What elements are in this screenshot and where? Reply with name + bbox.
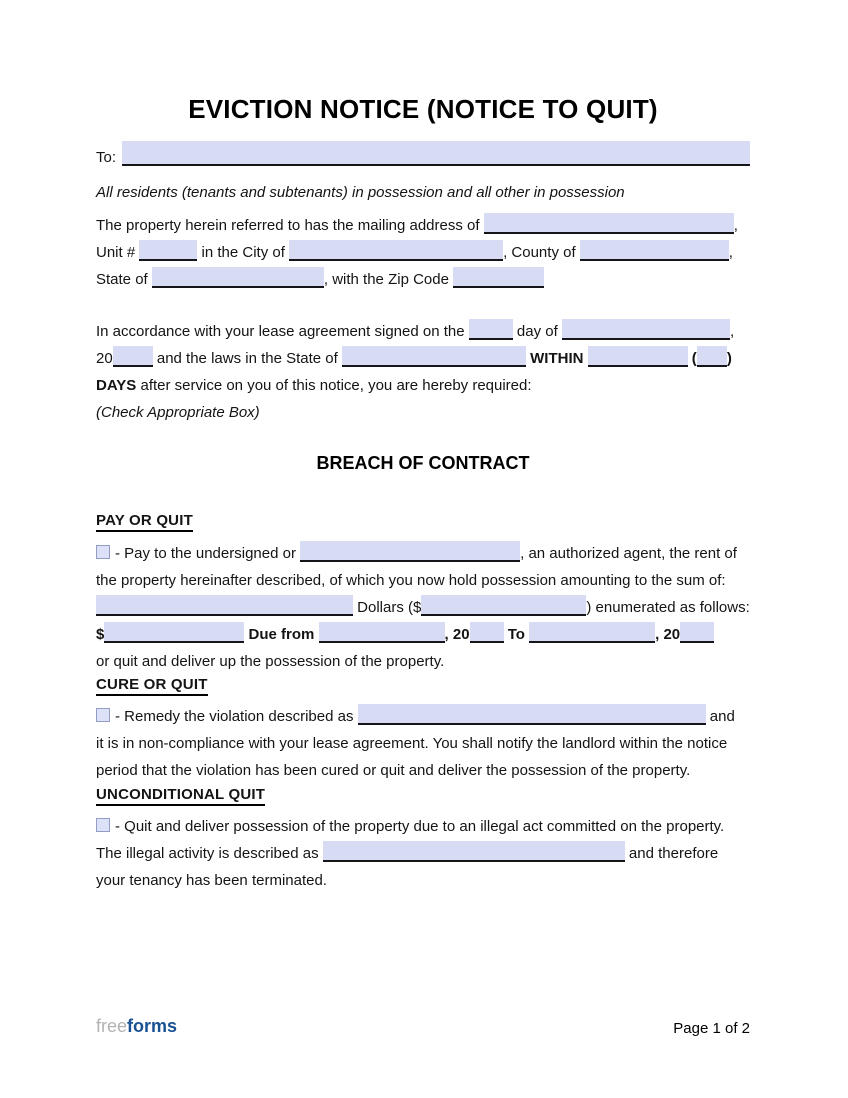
mailing-address-field[interactable] xyxy=(484,213,734,234)
uq-text: - Quit and deliver possession of the property due to an illegal act committed on the property. xyxy=(115,818,725,835)
unconditional-quit-section xyxy=(96,786,750,806)
tenants-note: All residents (tenants and subtenants) in possession and all other in possession xyxy=(96,184,625,201)
pay-text: , 20 xyxy=(444,626,470,643)
pay-line-2: the property hereinafter described, of which you now hold possession amounting to the sum of: xyxy=(96,572,726,589)
city-field[interactable] xyxy=(289,240,503,261)
property-paragraph xyxy=(96,212,750,293)
cure-or-quit-paragraph xyxy=(96,703,750,784)
property-line-1 xyxy=(96,212,750,239)
lease-paragraph xyxy=(96,318,750,426)
pay-line-5: or quit and deliver up the possession of the property. xyxy=(96,653,445,670)
property-text: , with the Zip Code xyxy=(323,271,454,288)
pay-text: , an authorized agent, the rent of xyxy=(520,545,737,562)
unconditional-quit-checkbox[interactable] xyxy=(96,818,110,832)
state-field[interactable] xyxy=(152,267,324,288)
to-label-bold: To xyxy=(503,626,530,643)
unit-number-field[interactable] xyxy=(139,240,197,261)
cure-text: - Remedy the violation described as xyxy=(115,708,358,725)
property-text: The property herein referred to has the mailing address of xyxy=(96,217,484,234)
pay-line-1 xyxy=(96,540,750,567)
freeforms-logo xyxy=(96,1016,177,1037)
due-to-date-field[interactable] xyxy=(529,622,655,643)
uq-line-3: your tenancy has been terminated. xyxy=(96,872,327,889)
property-text: , xyxy=(728,244,733,261)
pay-or-quit-heading: PAY OR QUIT xyxy=(96,512,193,532)
pay-text: Dollars ($ xyxy=(353,599,422,616)
within-label: WITHIN xyxy=(525,350,588,367)
cure-or-quit-heading: CURE OR QUIT xyxy=(96,676,208,696)
cure-or-quit-section xyxy=(96,676,750,696)
pay-text: - Pay to the undersigned or xyxy=(115,545,301,562)
lease-text: ( xyxy=(687,350,697,367)
lease-text: In accordance with your lease agreement signed on the xyxy=(96,323,469,340)
property-text: , County of xyxy=(503,244,580,261)
amount-due-field[interactable] xyxy=(104,622,244,643)
county-field[interactable] xyxy=(580,240,729,261)
zip-code-field[interactable] xyxy=(453,267,544,288)
lease-text: and the laws in the State of xyxy=(152,350,342,367)
notice-period-number-field[interactable] xyxy=(697,346,727,367)
check-box-instruction: (Check Appropriate Box) xyxy=(96,404,260,421)
law-state-field[interactable] xyxy=(342,346,526,367)
pay-or-quit-checkbox[interactable] xyxy=(96,545,110,559)
cure-text: and xyxy=(705,708,735,725)
brand-forms: forms xyxy=(127,1016,178,1036)
recipient-name-field[interactable] xyxy=(122,141,750,166)
cure-line-1 xyxy=(96,703,750,730)
illegal-activity-field[interactable] xyxy=(323,841,625,862)
lease-text: 20 xyxy=(96,350,113,367)
due-to-year-field[interactable] xyxy=(680,622,714,643)
cure-line-2: it is in non-compliance with your lease agreement. You shall notify the landlord within the notice xyxy=(96,735,728,752)
to-label: To: xyxy=(96,149,117,166)
property-line-2 xyxy=(96,239,750,266)
lease-line-2 xyxy=(96,345,750,372)
property-line-3 xyxy=(96,266,750,293)
brand-free: free xyxy=(96,1016,128,1036)
property-text: State of xyxy=(96,271,152,288)
uq-text: and therefore xyxy=(624,845,719,862)
lease-day-field[interactable] xyxy=(469,319,513,340)
notice-period-words-field[interactable] xyxy=(588,346,688,367)
unconditional-quit-heading: UNCONDITIONAL QUIT xyxy=(96,786,265,806)
uq-line-1 xyxy=(96,813,750,840)
page-number: Page 1 of 2 xyxy=(673,1020,750,1037)
due-from-year-field[interactable] xyxy=(470,622,504,643)
uq-line-2 xyxy=(96,840,750,867)
pay-or-quit-section xyxy=(96,512,750,532)
property-text: in the City of xyxy=(197,244,290,261)
rent-sum-words-field[interactable] xyxy=(96,595,353,616)
cure-or-quit-checkbox[interactable] xyxy=(96,708,110,722)
pay-text: , 20 xyxy=(655,626,681,643)
property-text: , xyxy=(733,217,738,234)
breach-of-contract-heading: BREACH OF CONTRACT xyxy=(316,453,530,473)
cure-line-3: period that the violation has been cured or quit and deliver the possession of the property. xyxy=(96,762,691,779)
lease-text: , xyxy=(729,323,735,340)
lease-text: day of xyxy=(512,323,562,340)
lease-line-1 xyxy=(96,318,750,345)
lease-text: ) xyxy=(726,350,732,367)
rent-sum-number-field[interactable] xyxy=(421,595,586,616)
page-title: EVICTION NOTICE (NOTICE TO QUIT) xyxy=(188,94,658,124)
days-label: DAYS xyxy=(96,377,137,394)
pay-text: $ xyxy=(96,626,105,643)
pay-or-quit-paragraph xyxy=(96,540,750,675)
pay-line-3 xyxy=(96,594,750,621)
pay-line-4 xyxy=(96,621,750,648)
due-from-label: Due from xyxy=(244,626,319,643)
pay-text: ) enumerated as follows: xyxy=(586,599,750,616)
uq-text: The illegal activity is described as xyxy=(96,845,323,862)
lease-line-3 xyxy=(96,372,750,399)
violation-description-field[interactable] xyxy=(358,704,706,725)
due-from-date-field[interactable] xyxy=(319,622,445,643)
lease-month-field[interactable] xyxy=(562,319,730,340)
lease-year-field[interactable] xyxy=(113,346,153,367)
recipient-line xyxy=(96,138,750,166)
lease-text: after service on you of this notice, you are hereby required: xyxy=(136,377,532,394)
payee-name-field[interactable] xyxy=(300,541,520,562)
property-text: Unit # xyxy=(96,244,140,261)
unconditional-quit-paragraph xyxy=(96,813,750,894)
